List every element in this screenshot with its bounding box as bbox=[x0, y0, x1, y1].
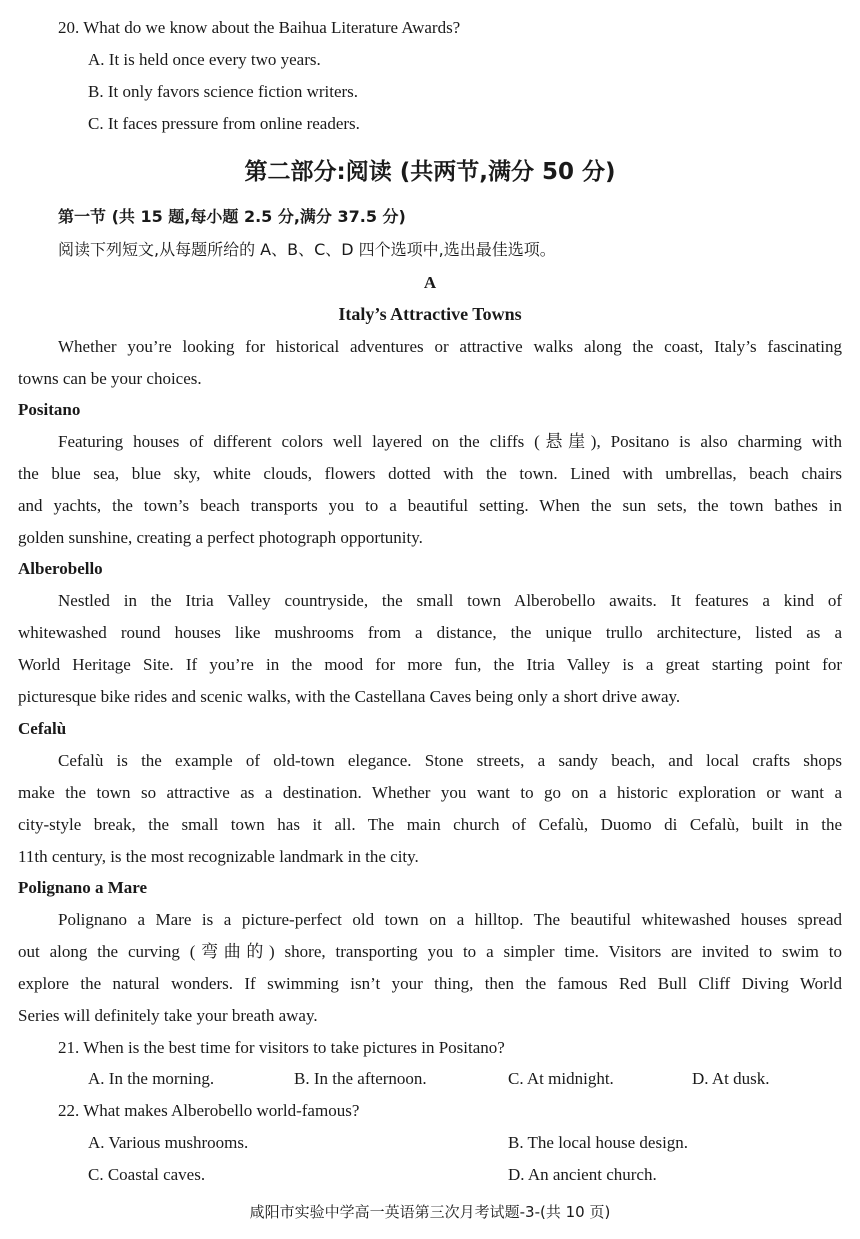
q21-option-a: A. In the morning. bbox=[88, 1069, 215, 1088]
page-footer: 咸阳市实验中学高一英语第三次月考试题-3-(共 10 页) bbox=[249, 1203, 611, 1221]
intro-line: Whether you’re looking for historical adventures or attractive walks along the coast, Italy’s fascinating bbox=[58, 337, 842, 356]
paragraph-line: city-style break, the small town has it all. The main church of Cefalù, Duomo di Cefalù, built in the bbox=[18, 815, 842, 834]
paragraph-line: 11th century, is the most recognizable landmark in the city. bbox=[18, 847, 419, 866]
town-heading-cefalu: Cefalù bbox=[18, 719, 67, 738]
q21-stem: 21. When is the best time for visitors to take pictures in Positano? bbox=[58, 1038, 505, 1057]
section1-header: 第一节 (共 15 题,每小题 2.5 分,满分 37.5 分) bbox=[58, 207, 406, 226]
part2-title: 第二部分:阅读 (共两节,满分 50 分) bbox=[244, 159, 616, 185]
intro-line: towns can be your choices. bbox=[18, 369, 202, 388]
q22-option-b: B. The local house design. bbox=[508, 1133, 689, 1152]
passage-title: Italy’s Attractive Towns bbox=[338, 304, 522, 324]
instructions: 阅读下列短文,从每题所给的 A、B、C、D 四个选项中,选出最佳选项。 bbox=[58, 240, 556, 259]
q22-option-d: D. An ancient church. bbox=[508, 1165, 657, 1184]
q20-option-c: C. It faces pressure from online readers. bbox=[88, 114, 360, 133]
town-heading-positano: Positano bbox=[18, 400, 81, 419]
paragraph-line: make the town so attractive as a destination. Whether you want to go on a historic exploration or want a bbox=[18, 783, 842, 802]
paragraph-line: out along the curving (弯曲的) shore, transporting you to a simpler time. Visitors are invited to swim to bbox=[18, 942, 842, 961]
paragraph-line: picturesque bike rides and scenic walks, with the Castellana Caves being only a short drive away. bbox=[18, 687, 681, 706]
q20-option-b: B. It only favors science fiction writers. bbox=[88, 82, 359, 101]
paragraph-line: Series will definitely take your breath away. bbox=[18, 1006, 318, 1025]
paragraph-line: Polignano a Mare is a picture-perfect old town on a hilltop. The beautiful whitewashed houses spread bbox=[58, 910, 842, 929]
passage-letter: A bbox=[423, 273, 437, 292]
paragraph-line: whitewashed round houses like mushrooms from a distance, the unique trullo architecture, listed as a bbox=[18, 623, 842, 642]
paragraph-line: Nestled in the Itria Valley countryside, the small town Alberobello awaits. It features a kind of bbox=[58, 591, 842, 610]
q22-option-a: A. Various mushrooms. bbox=[88, 1133, 249, 1152]
paragraph-line: golden sunshine, creating a perfect photograph opportunity. bbox=[18, 528, 423, 547]
town-heading-alberobello: Alberobello bbox=[18, 559, 103, 578]
paragraph-line: the blue sea, blue sky, white clouds, flowers dotted with the town. Lined with umbrellas, beach chairs bbox=[18, 464, 842, 483]
q21-option-b: B. In the afternoon. bbox=[294, 1069, 427, 1088]
q20-stem: 20. What do we know about the Baihua Literature Awards? bbox=[58, 18, 461, 37]
paragraph-line: and yachts, the town’s beach transports you to a beautiful setting. When the sun sets, the town bathes in bbox=[18, 496, 842, 515]
q20-option-a: A. It is held once every two years. bbox=[88, 50, 321, 69]
paragraph-line: Featuring houses of different colors well layered on the cliffs (悬崖), Positano is also charming with bbox=[58, 432, 842, 451]
town-heading-polignano: Polignano a Mare bbox=[18, 878, 148, 897]
q22-stem: 22. What makes Alberobello world-famous? bbox=[58, 1101, 360, 1120]
paragraph-line: explore the natural wonders. If swimming isn’t your thing, then the famous Red Bull Cliff Diving World bbox=[18, 974, 842, 993]
paragraph-line: World Heritage Site. If you’re in the mood for more fun, the Itria Valley is a great starting point for bbox=[18, 655, 842, 674]
q21-option-c: C. At midnight. bbox=[508, 1069, 614, 1088]
q22-option-c: C. Coastal caves. bbox=[88, 1165, 206, 1184]
q21-option-d: D. At dusk. bbox=[692, 1069, 770, 1088]
paragraph-line: Cefalù is the example of old-town elegance. Stone streets, a sandy beach, and local crafts shops bbox=[58, 751, 842, 770]
